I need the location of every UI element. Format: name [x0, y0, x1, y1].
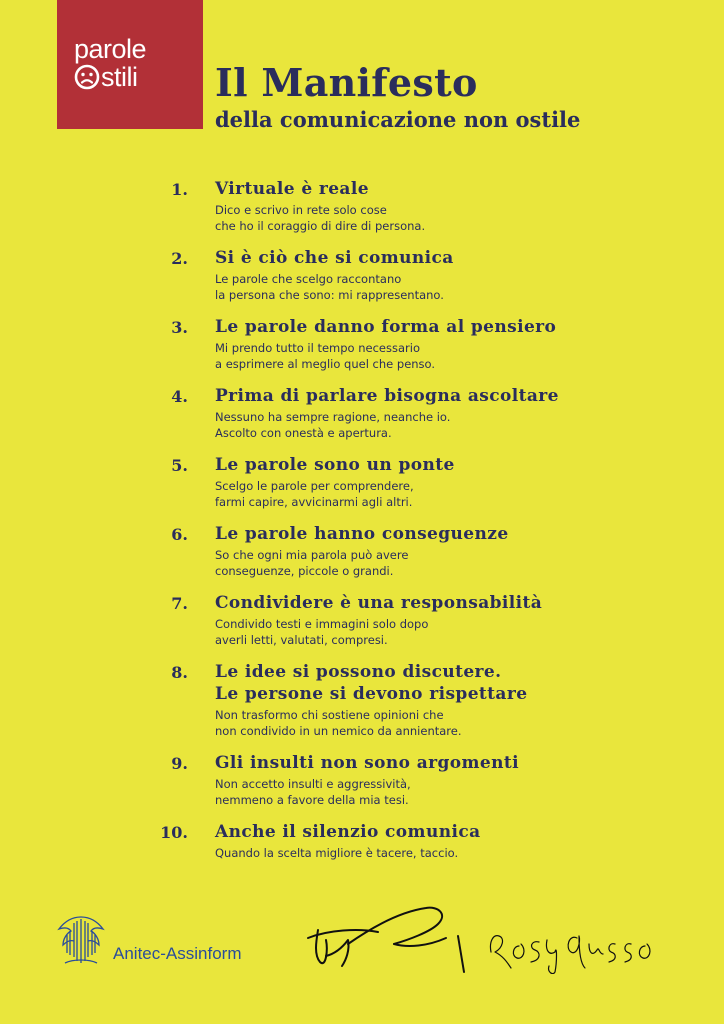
- manifesto-item: [0, 316, 724, 372]
- item-title: Le parole sono un ponte: [215, 455, 455, 475]
- item-text-line: a esprimere al meglio quel che penso.: [215, 357, 436, 371]
- item-text-line: averli letti, valutati, compresi.: [215, 633, 388, 647]
- anitec-assinform-name: Anitec-Assinform: [113, 944, 242, 963]
- item-text: [215, 547, 724, 579]
- manifesto-item: [0, 821, 724, 861]
- manifesto-item: [0, 247, 724, 303]
- item-number: 3.: [171, 318, 188, 337]
- manifesto-item: [0, 752, 724, 808]
- item-text-line: Condivido testi e immagini solo dopo: [215, 617, 429, 631]
- footer: [0, 900, 724, 1024]
- item-text-line: conseguenze, piccole o grandi.: [215, 564, 394, 578]
- item-text: [215, 340, 724, 372]
- item-title: Prima di parlare bisogna ascoltare: [215, 386, 559, 406]
- item-text-line: Nessuno ha sempre ragione, neanche io.: [215, 410, 451, 424]
- item-text-line: Non accetto insulti e aggressività,: [215, 777, 411, 791]
- logo-word-stili: stili: [101, 61, 138, 92]
- item-text-line: Non trasformo chi sostiene opinioni che: [215, 708, 444, 722]
- manifesto-item: [0, 661, 724, 739]
- item-title: Si è ciò che si comunica: [215, 248, 454, 268]
- item-number: 1.: [171, 180, 188, 199]
- manifesto-item: [0, 454, 724, 510]
- item-text-line: Dico e scrivo in rete solo cose: [215, 203, 387, 217]
- item-text-line: Le parole che scelgo raccontano: [215, 272, 402, 286]
- item-text: [215, 478, 724, 510]
- item-number: 8.: [171, 663, 188, 682]
- item-text: [215, 707, 724, 739]
- item-text-line: Scelgo le parole per comprendere,: [215, 479, 414, 493]
- item-number: 5.: [171, 456, 188, 475]
- item-number: 10.: [160, 823, 188, 842]
- item-text-line: Quando la scelta migliore è tacere, taccio.: [215, 846, 459, 860]
- signature-1: [298, 900, 468, 982]
- item-text-line: Mi prendo tutto il tempo necessario: [215, 341, 420, 355]
- item-text-line: nemmeno a favore della mia tesi.: [215, 793, 409, 807]
- item-number: 7.: [171, 594, 188, 613]
- item-title: Le persone si devono rispettare: [215, 684, 528, 704]
- item-text-line: non condivido in un nemico da annientare.: [215, 724, 462, 738]
- manifesto-item: [0, 178, 724, 234]
- item-number: 6.: [171, 525, 188, 544]
- item-number: 2.: [171, 249, 188, 268]
- manifesto-item: [0, 592, 724, 648]
- manifesto-list: [0, 178, 724, 874]
- item-text-line: che ho il coraggio di dire di persona.: [215, 219, 426, 233]
- item-text: [215, 202, 724, 234]
- manifesto-item: [0, 385, 724, 441]
- item-number: 4.: [171, 387, 188, 406]
- item-text-line: Ascolto con onestà e apertura.: [215, 426, 392, 440]
- item-text: [215, 776, 724, 808]
- item-title: Le idee si possono discutere.: [215, 662, 502, 682]
- item-title: Le parole danno forma al pensiero: [215, 317, 557, 337]
- parole-ostili-logo: [57, 0, 203, 129]
- item-text-line: So che ogni mia parola può avere: [215, 548, 409, 562]
- logo-second-line: [74, 62, 138, 92]
- item-title: Gli insulti non sono argomenti: [215, 753, 519, 773]
- item-text: [215, 845, 724, 861]
- eagle-logo-icon: [55, 913, 107, 967]
- item-text: [215, 616, 724, 648]
- item-text: [215, 271, 724, 303]
- item-title: Le parole hanno conseguenze: [215, 524, 509, 544]
- page-title: Il Manifesto: [215, 60, 478, 105]
- item-number: 9.: [171, 754, 188, 773]
- item-title: Anche il silenzio comunica: [215, 822, 481, 842]
- item-text-line: farmi capire, avvicinarmi agli altri.: [215, 495, 413, 509]
- item-text: [215, 409, 724, 441]
- page-subtitle: della comunicazione non ostile: [215, 107, 581, 132]
- frown-face-icon: [74, 64, 100, 90]
- signature-2: [485, 922, 670, 974]
- item-title: Virtuale è reale: [215, 179, 369, 199]
- manifesto-item: [0, 523, 724, 579]
- item-text-line: la persona che sono: mi rappresentano.: [215, 288, 444, 302]
- logo-word-parole: parole: [74, 34, 147, 64]
- item-title: Condividere è una responsabilità: [215, 593, 543, 613]
